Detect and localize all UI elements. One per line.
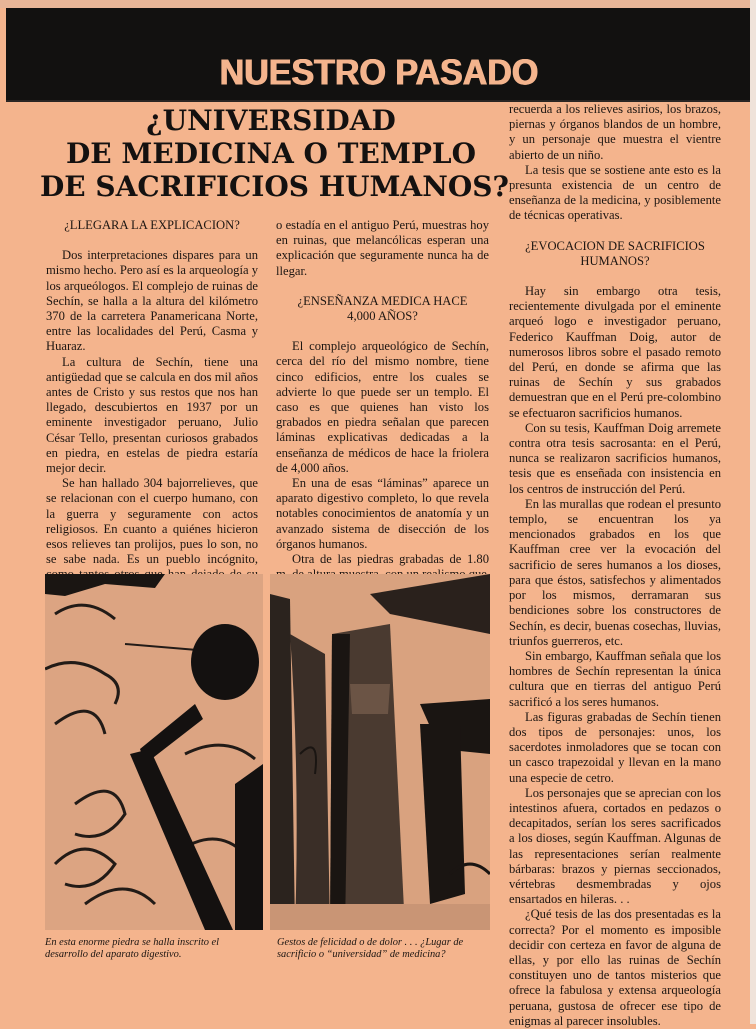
paragraph-continued: o estadía en el antiguo Perú, muestras hoy en ruinas, que melancólicas esperan una explicación que seguramente nunca ha de llegar.	[276, 218, 489, 278]
paragraph: Sin embargo, Kauffman señala que los hombres de Sechín representan la única cultura que en tierras del antiguo Perú sacrificó a los seres humanos.	[509, 648, 721, 709]
section-title: NUESTRO PASADO	[219, 53, 539, 93]
subheading	[276, 294, 489, 324]
subheading-line: ¿EVOCACION DE SACRIFICIOS	[525, 238, 705, 253]
paragraph-continued: recuerda a los relieves asirios, los brazos, piernas y órganos blandos de un hombre, y un personaje que muestra el vientre abierto de un niño.	[509, 102, 721, 162]
photo-caption: En esta enorme piedra se halla inscrito el desarrollo del aparato digestivo.	[45, 937, 220, 961]
paragraph: La cultura de Sechín, tiene una antigüedad que se calcula en dos mil años antes de Cristo y sus restos que nos han llegado, descubiertos en 1937 por un eminente investigador peruano, Julio César Tello, presentan curiosos grabados en piedra, en estelas de piedra estaría mejor decir.	[46, 354, 258, 476]
paragraph: ¿Qué tesis de las dos presentadas es la correcta? Por el momento es imposible decidir con certeza en favor de alguna de ellas, y por ello las ruinas de Sechín constituyen uno de tantos misterios que ofrece la fabulosa y extensa arqueología peruana, gustosa de ofrecer ese tipo de enigmas al parecer insolubles.	[509, 907, 721, 1028]
article-headline	[40, 104, 509, 203]
photo-caption: Gestos de felicidad o de dolor . . . ¿Lugar de sacrificio o “universidad” de medicina?	[277, 937, 464, 961]
subheading-line: 4,000 AÑOS?	[347, 309, 418, 324]
article-column-2	[276, 218, 489, 582]
headline-line: DE MEDICINA O TEMPLO	[66, 137, 476, 170]
subheading-line: HUMANOS?	[580, 253, 650, 268]
paragraph: En las murallas que rodean el presunto templo, se encuentran los ya mencionados grabados en los que Kauffman cree ver la evocación del sacrificio de seres humanos a los dioses, para que éstos, satisfechos y alimentados por los mismos, derramaran sus bendiciones sobre los constructores de Sechín, es decir, buenas cosechas, lluvias, triunfos guerreros, etc.	[509, 496, 721, 648]
section-banner	[6, 8, 752, 102]
stone-relief-image	[45, 574, 263, 930]
subheading	[509, 239, 721, 269]
page-edge	[750, 0, 756, 1024]
paragraph: Las figuras grabadas de Sechín tienen dos tipos de personajes: unos, los sacerdotes inmoladores que se tocan con un casco trapezoidal y llevan en la mano una especie de cetro.	[509, 709, 721, 785]
subheading: ¿LLEGARA LA EXPLICACION?	[64, 218, 240, 232]
paragraph: La tesis que se sostiene ante esto es la presunta existencia de un centro de enseñanza de la medicina, y posiblemente de técnicas operativas.	[509, 162, 721, 223]
photo-carved-stone-digestive	[45, 574, 263, 930]
paragraph: El complejo arqueológico de Sechín, cerca del río del mismo nombre, tiene cinco edificios, entre los cuales se advierte lo que puede ser un templo. El caso es que quienes han visto los grabados en piedra señalan que parecen láminas explicativas dedicadas a la enseñanza de médicos de hace la friolera de 4,000 años.	[276, 339, 489, 475]
paragraph: Con su tesis, Kauffman Doig arremete contra otra tesis sacrosanta: en el Perú, nunca se realizaron sacrificios humanos, tesis que es enseñada con insistencia en los centros de instrucción del Perú.	[509, 420, 721, 496]
article-column-3	[509, 102, 721, 1029]
headline-line: ¿UNIVERSIDAD	[146, 104, 396, 137]
monolith-image	[270, 574, 490, 930]
subheading-line: ¿ENSEÑANZA MEDICA HACE	[297, 293, 468, 308]
paragraph: Hay sin embargo otra tesis, recientemente divulgada por el eminente arqueó logo e investigador peruano, Federico Kauffman Doig, autor de numerosos libros sobre el pasado remoto del Perú, en donde se afirma que las ruinas de Sechín y sus grabados demuestran que en el Perú pre-colombino se efectuaron sacrificios humanos.	[509, 284, 721, 420]
paragraph: Los personajes que se aprecian con los intestinos afuera, cortados en pedazos o decapitados, serían los seres sacrificados a los dioses, según Kauffman. Algunas de las representaciones serían realmente bárbaras: brazos y piernas seccionados, vértebras desmembradas y ojos ensartados en hileras. . .	[509, 785, 721, 907]
page-top-edge	[0, 0, 756, 8]
paragraph: Se han hallado 304 bajorrelieves, que se relacionan con el cuerpo humano, con la guerra y seguramente con actos religiosos. En cuanto a quiénes hicieron esos relieves tan prolijos, pues lo son, no se sabe nada. Es un pueblo incógnito,	[46, 476, 258, 567]
article-column-1	[46, 218, 258, 598]
paragraph: Otra de las piedras grabadas de 1.80	[292, 552, 489, 567]
paragraph: Dos interpretaciones dispares para un mismo hecho. Pero así es la arqueología y los arqueólogos. El complejo de ruinas de Sechín, se halla a la altura del kilómetro 370 de la carretera Panamericana Norte, entre las localidades del Perú, Casma y Huaraz.	[46, 248, 258, 354]
photo-sechin-monoliths	[270, 574, 490, 930]
paragraph: En una de esas “láminas” aparece un aparato digestivo completo, lo que revela notables conocimientos de anatomía y un avanzado sistema de disección de los órganos humanos.	[276, 476, 489, 551]
headline-line: DE SACRIFICIOS HUMANOS?	[40, 170, 509, 203]
